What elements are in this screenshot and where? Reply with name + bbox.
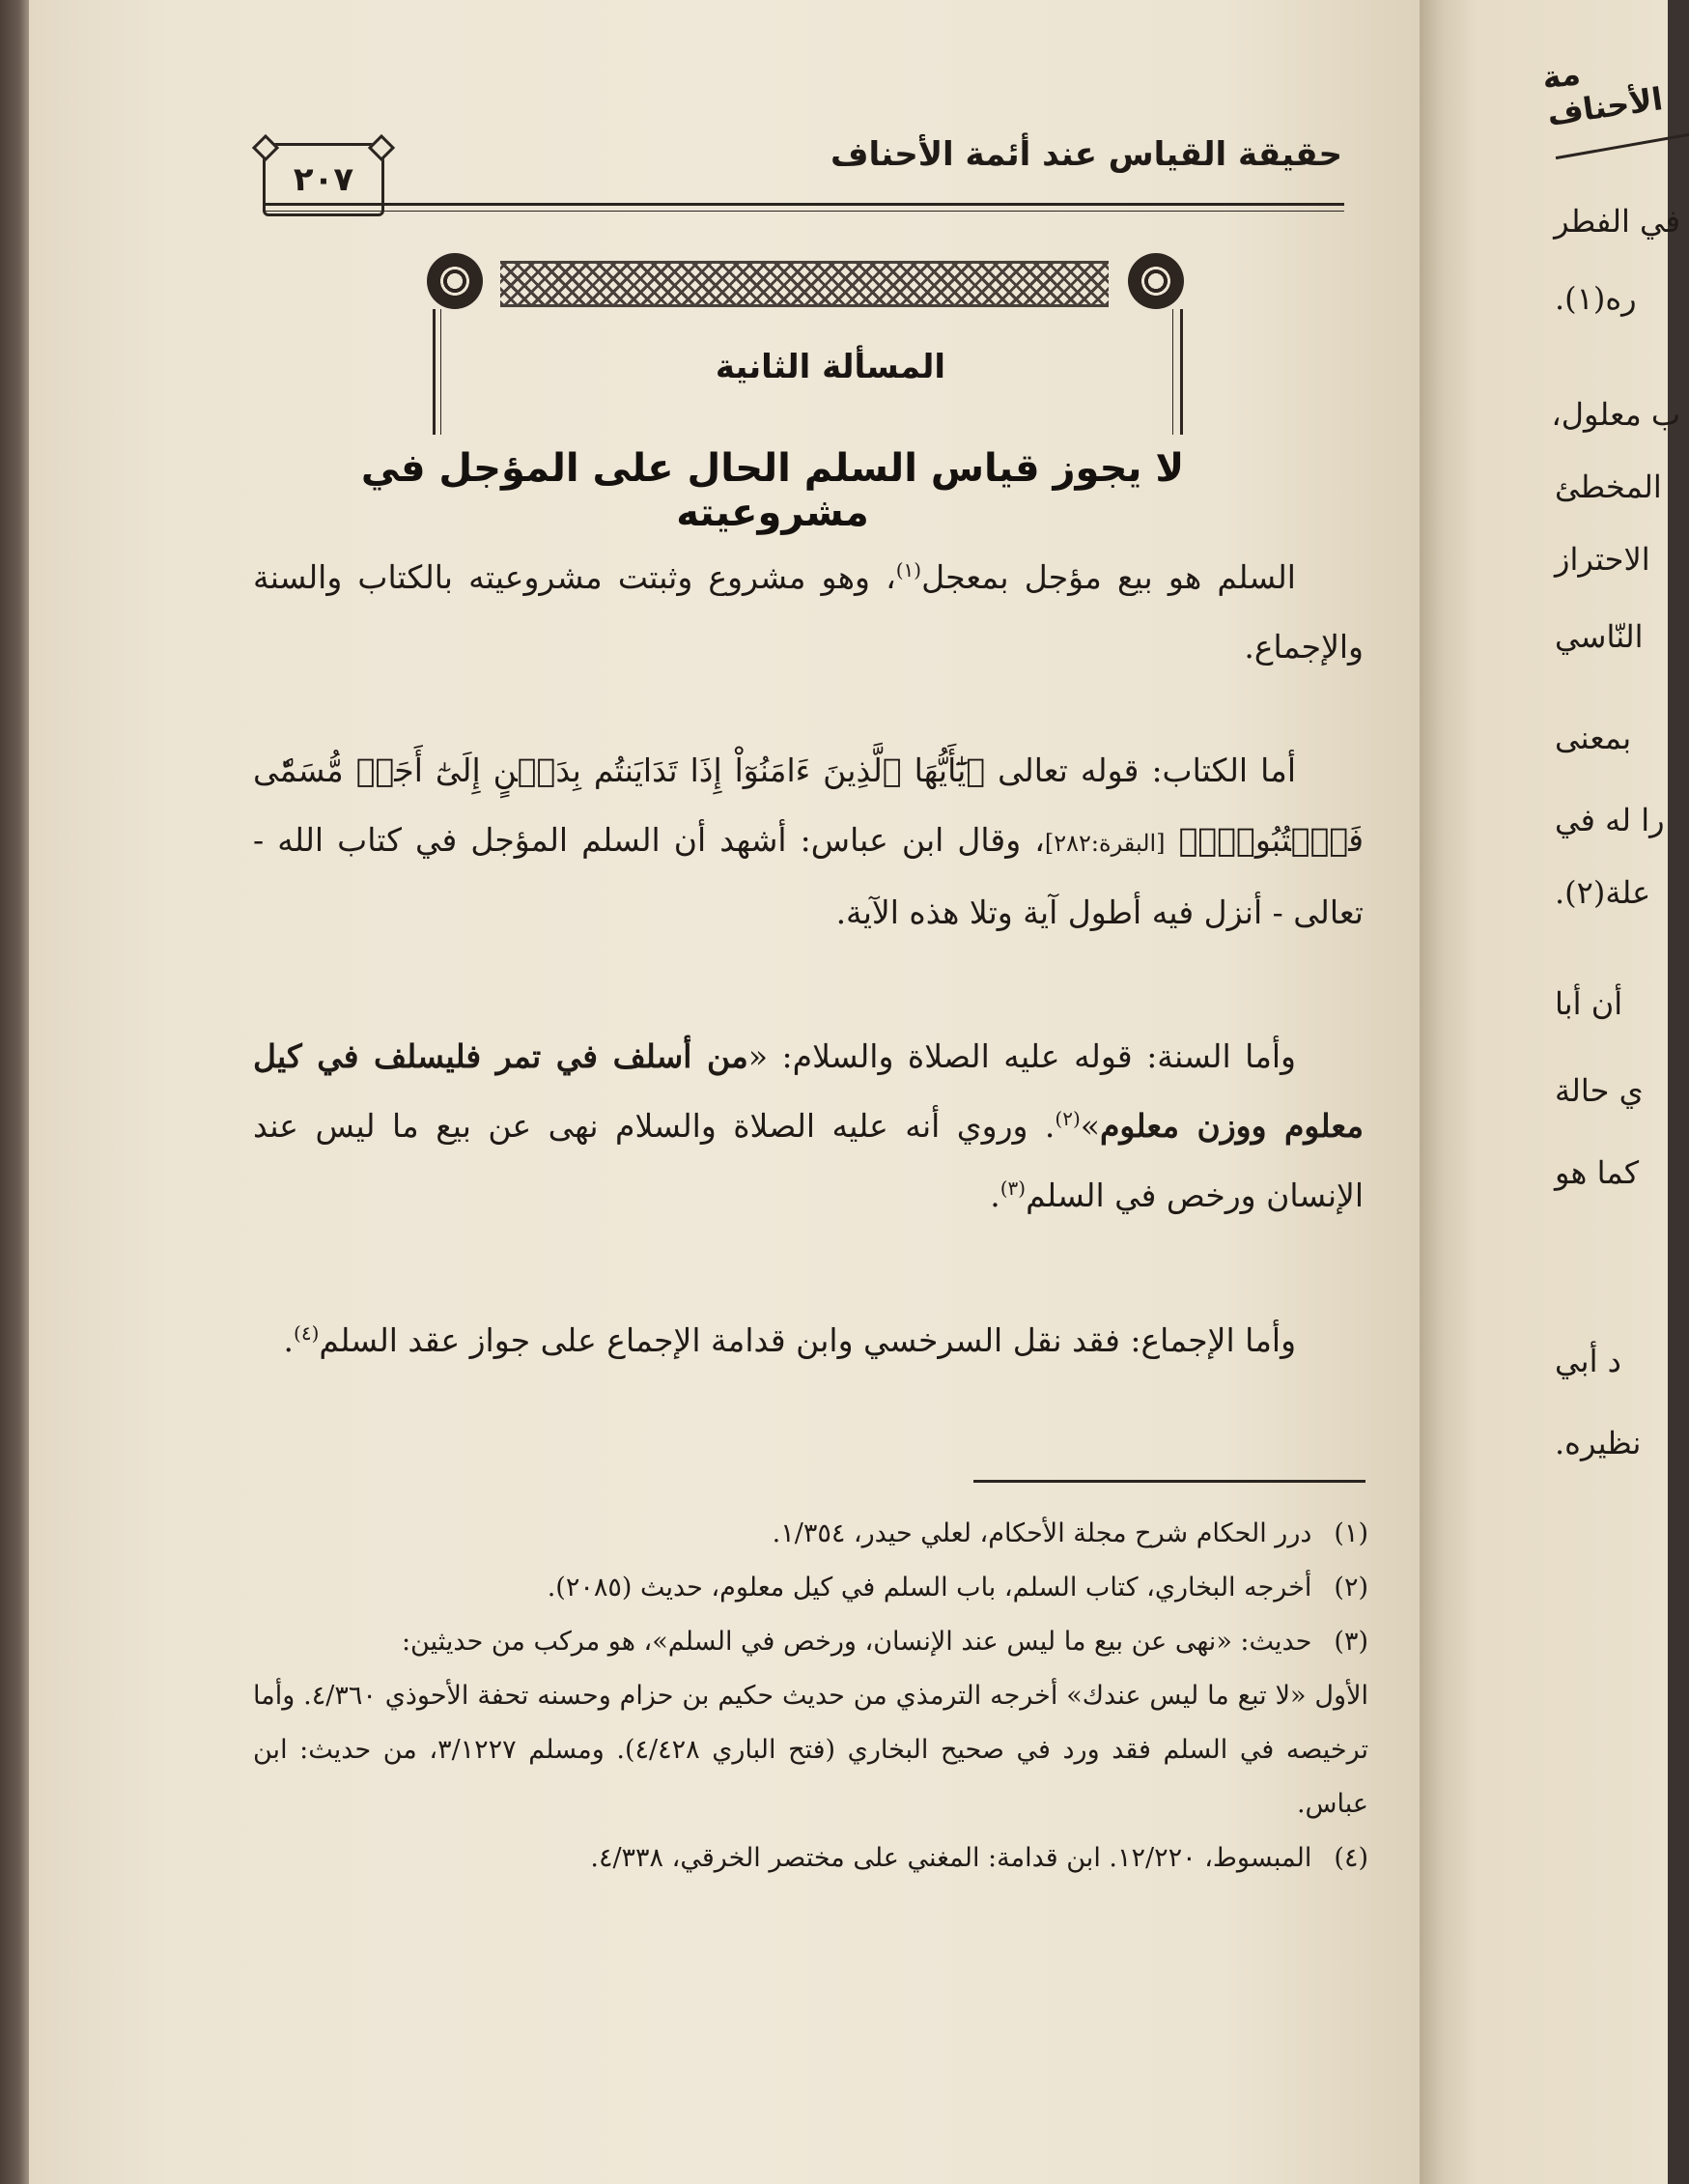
paragraph-sunnah: وأما السنة: قوله عليه الصلاة والسلام: «من أسلف في تمر فليسلف في كيل معلوم ووزن معلوم»$^{(٢)}$. وروي أنه عليه الصلاة والسلام نهى عن بيع ما ليس عند الإنسان ورخص في السلم$^{(٣)}$. — [253, 1037, 1364, 1214]
section-subtitle: لا يجوز قياس السلم الحال على المؤجل في مشروعيته — [360, 446, 1185, 535]
footnote-item: (٣) حديث: «نهى عن بيع ما ليس عند الإنسان، ورخص في السلم»، هو مركب من حديثين: — [401, 1627, 1368, 1657]
right-page-line: كما هو — [1555, 1154, 1640, 1191]
footnote-ref-1[interactable]: (١) — [895, 558, 922, 581]
right-page-line: ب معلول، — [1551, 396, 1680, 433]
running-title: حقيقة القياس عند أئمة الأحناف — [830, 135, 1342, 174]
right-page-header-fragment: مة الأحناف — [1539, 54, 1666, 133]
right-page-line: علة(٢). — [1555, 874, 1651, 911]
rosette-ornament-left — [427, 253, 483, 309]
footnotes — [253, 1507, 1368, 1886]
right-page-line: بمعنى — [1555, 720, 1632, 756]
right-page-line: النّاسي — [1555, 618, 1644, 655]
paragraph-quran: أما الكتاب: قوله تعالى ﴿يَٰٓأَيُّهَا ٱلَّذِينَ ءَامَنُوٓاْ إِذَا تَدَايَنتُم بِدَيۡنٍ إِلَىٰٓ أَجَلٖ مُّسَمّٗى فَٱكۡتُبُوهُۚ﴾ [البقرة:٢٨٢]، وقال ابن عباس: أشهد أن السلم المؤجل في كتاب الله - تعالى - أنزل فيه أطول آية وتلا هذه الآية. — [253, 752, 1364, 931]
frame-line-left — [433, 309, 436, 435]
footnote-item: (١) درر الحكام شرح مجلة الأحكام، لعلي حيدر، ١/٣٥٤. — [772, 1518, 1368, 1548]
right-page-line: المخطئ — [1555, 468, 1662, 505]
right-page-line: ي حالة — [1555, 1072, 1644, 1109]
header-rule-thin — [263, 211, 1344, 212]
footnote-ref-4[interactable]: (٤) — [294, 1321, 320, 1345]
footnote-item: (٢) أخرجه البخاري، كتاب السلم، باب السلم في كيل معلوم، حديث (٢٠٨٥). — [547, 1573, 1368, 1603]
quran-citation: [البقرة:٢٨٢] — [1044, 830, 1166, 857]
footnote-continuation: الأول «لا تبع ما ليس عندك» أخرجه الترمذي من حديث حكيم بن حزام وحسنه تحفة الأحوذي ٤/٣٦٠. وأما ترخيصه في السلم فقد ورد في صحيح البخاري (فتح الباري ٤/٤٢٨). ومسلم ٣/١٢٢٧، من حديث: ابن عباس. — [253, 1681, 1368, 1819]
right-page-line: را له في — [1555, 802, 1665, 838]
ornament-band — [500, 261, 1109, 307]
right-page-line: نظيره. — [1555, 1425, 1642, 1461]
footnote-separator — [973, 1480, 1365, 1483]
footnote-item: (٤) المبسوط، ١٢/٢٢٠. ابن قدامة: المغني على مختصر الخرقي، ٤/٣٣٨. — [590, 1843, 1368, 1873]
header-rule — [263, 203, 1344, 206]
right-page-line: الاحتراز — [1555, 541, 1650, 578]
footnote-ref-2[interactable]: (٢) — [1055, 1107, 1081, 1130]
right-page-line: ره(١). — [1555, 280, 1637, 317]
right-page-line: في الفطر — [1554, 203, 1680, 240]
right-page-line: أن أبا — [1555, 985, 1623, 1022]
section-title: المسألة الثانية — [715, 348, 946, 386]
footnote-ref-3[interactable]: (٣) — [999, 1177, 1027, 1200]
rosette-ornament-right — [1128, 253, 1184, 309]
frame-line-left-thin — [440, 309, 441, 435]
paragraph-ijma: وأما الإجماع: فقد نقل السرخسي وابن قدامة الإجماع على جواز عقد السلم$^{(٤)}$. — [283, 1321, 1296, 1359]
frame-line-right — [1180, 309, 1183, 435]
frame-line-right-thin — [1172, 309, 1173, 435]
paragraph-definition: السلم هو بيع مؤجل بمعجل$^{(١)}$، وهو مشروع وثبتت مشروعيته بالكتاب والسنة والإجماع. — [253, 558, 1364, 666]
page-number: ٢٠٧ — [263, 143, 384, 216]
right-page-header-rule — [1556, 133, 1689, 159]
right-page-edge — [1420, 0, 1680, 2184]
right-page-line: د أبي — [1555, 1343, 1621, 1379]
hadith-text: من أسلف في تمر فليسلف في كيل معلوم ووزن معلوم — [253, 1037, 1364, 1145]
